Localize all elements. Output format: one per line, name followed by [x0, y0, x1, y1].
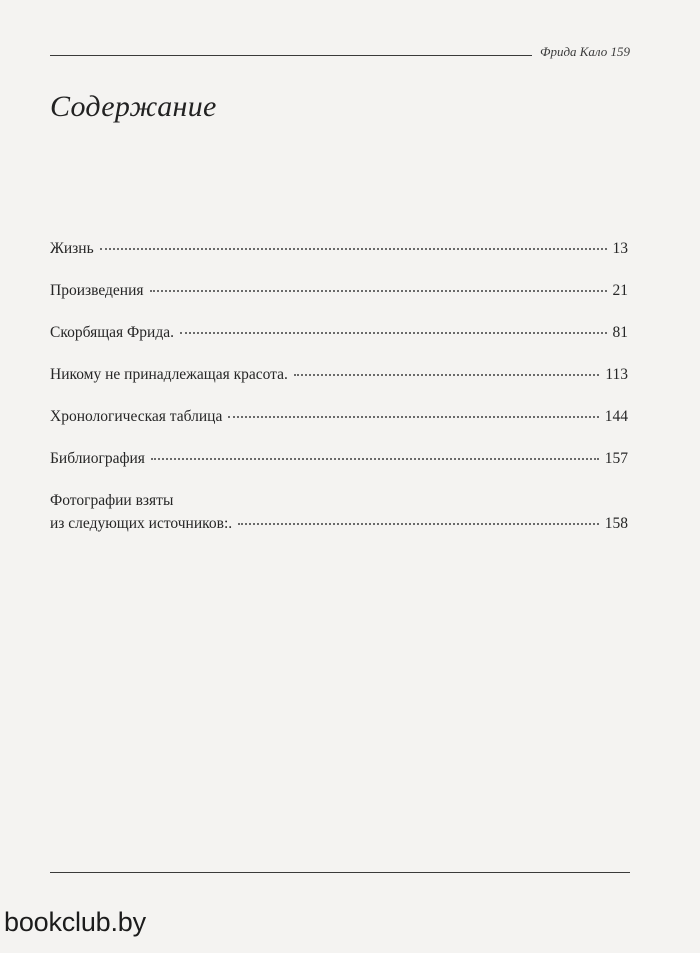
table-of-contents — [50, 240, 628, 539]
top-rule — [50, 55, 532, 56]
dot-leader — [151, 458, 599, 460]
toc-entry-line2 — [50, 515, 628, 539]
toc-entry-page: 13 — [612, 240, 628, 257]
dot-leader — [150, 290, 607, 292]
toc-entry-title-line2: из следующих источников:. — [50, 515, 233, 532]
running-title: Фрида Кало 159 — [540, 44, 630, 59]
toc-entry-title: Никому не принадлежащая красота. — [50, 366, 288, 383]
toc-entry-page: 21 — [612, 282, 628, 299]
toc-entry-photo-sources — [50, 492, 628, 539]
toc-entry-page: 81 — [612, 324, 628, 341]
dot-leader — [238, 523, 599, 525]
toc-entry-grieving-frida — [50, 324, 628, 366]
page-title: Содержание — [50, 90, 217, 123]
toc-entry-title: Скорбящая Фрида. — [50, 324, 174, 341]
toc-entry-title: Хронологическая таблица — [50, 408, 223, 425]
watermark: bookclub.by — [4, 907, 146, 937]
toc-entry-page: 144 — [604, 408, 628, 425]
bottom-rule — [50, 872, 630, 873]
running-head — [50, 44, 630, 64]
toc-entry-title-line1: Фотографии взяты — [50, 492, 174, 509]
toc-entry-page: 158 — [604, 515, 628, 532]
dot-leader — [228, 416, 598, 418]
toc-entry-page: 113 — [605, 366, 628, 383]
toc-entry-life — [50, 240, 628, 282]
dot-leader — [294, 374, 599, 376]
toc-entry-title: Жизнь — [50, 240, 94, 257]
dot-leader — [180, 332, 607, 334]
toc-entry-title: Произведения — [50, 282, 144, 299]
dot-leader — [100, 248, 607, 250]
toc-entry-bibliography — [50, 450, 628, 492]
toc-entry-page: 157 — [604, 450, 628, 467]
toc-entry-works — [50, 282, 628, 324]
toc-entry-beauty — [50, 366, 628, 408]
toc-entry-title: Библиография — [50, 450, 145, 467]
toc-entry-chronology — [50, 408, 628, 450]
